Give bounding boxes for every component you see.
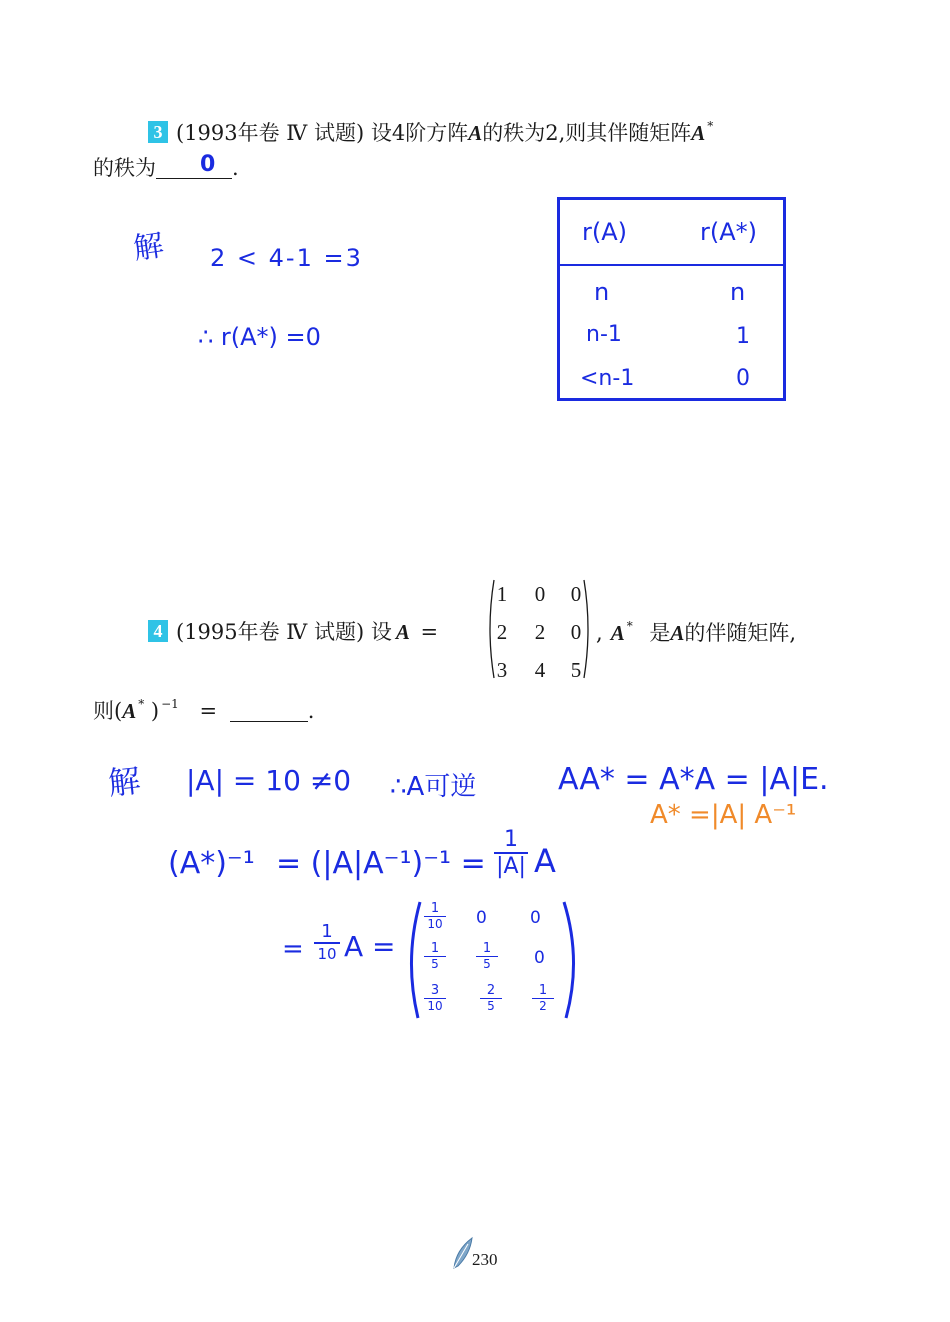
rank-table-cell: <n-1: [580, 366, 635, 391]
solution-4-determinant: |A| = 10 ≠0: [186, 764, 352, 797]
solution-4-line-3-eq: =: [282, 934, 304, 964]
result-cell: 0: [476, 908, 487, 928]
rank-table: [557, 197, 786, 401]
rank-table-header-rAstar: r(A*): [700, 218, 758, 246]
solution-4-jie: 解: [106, 761, 143, 803]
matrix-A: [484, 576, 594, 682]
rank-table-header-rA: r(A): [582, 218, 628, 246]
rank-table-cell: n: [594, 278, 610, 306]
solution-3-inequality: 2 < 4-1 =3: [210, 244, 363, 272]
matrix-A-cell: 0: [570, 582, 582, 606]
problem-3-line-2: 的秩为 0 .: [93, 152, 239, 180]
rank-table-cell: 0: [736, 366, 750, 391]
solution-4-line-3-A: A =: [344, 930, 396, 963]
problem-3-line-1: 3 (1993年卷 Ⅳ 试题) 设4阶方阵A的秩为2,则其伴随矩阵A *: [148, 120, 713, 144]
problem-3-badge: 3: [148, 121, 168, 143]
page-number: 230: [472, 1250, 498, 1269]
handwritten-answer: 0: [200, 152, 216, 177]
page-footer: [450, 1236, 510, 1272]
problem-4-line-1-left: 4 (1995年卷 Ⅳ 试题) 设 A =: [148, 620, 438, 643]
matrix-A-cell: 3: [496, 658, 508, 682]
solution-4-line-2-eq: = (|A|A⁻¹)⁻¹ =: [276, 846, 486, 881]
answer-blank: [230, 701, 308, 722]
matrix-A-cell: 0: [534, 582, 546, 606]
matrix-A-cell: 4: [534, 658, 546, 682]
rank-table-cell: n-1: [586, 322, 622, 347]
solution-4-orange-note: A* =|A| A⁻¹: [650, 800, 797, 830]
matrix-A-cell: 5: [570, 658, 582, 682]
solution-4-frac-1-over-10: 1 10: [314, 922, 340, 964]
result-cell: 0: [530, 908, 541, 928]
matrix-A-cell: 1: [496, 582, 508, 606]
solution-3-jie: 解: [131, 228, 166, 267]
result-cell: 1 2: [532, 984, 554, 1013]
result-cell: 1 5: [476, 942, 498, 971]
result-cell: 0: [534, 948, 545, 968]
solution-4-invertible: ∴A可逆: [390, 772, 477, 802]
rank-table-cell: 1: [736, 324, 750, 349]
result-cell: 1 10: [424, 902, 446, 931]
problem-4-line-2: 则(A * ) $^{-1}$ = .: [93, 697, 315, 723]
matrix-A-cell: 0: [570, 620, 582, 644]
problem-4-badge: 4: [148, 620, 168, 642]
rank-table-divider: [560, 264, 783, 266]
solution-4-line-2-left: (A*)⁻¹: [168, 846, 255, 881]
result-cell: 2 5: [480, 984, 502, 1013]
solution-4-frac-1-over-absA: 1 |A|: [494, 828, 528, 880]
problem-4-line-1-right: , A * 是A的伴随矩阵,: [596, 619, 797, 645]
result-cell: 3 10: [424, 984, 446, 1013]
solution-4-identity: AA* = A*A = |A|E.: [558, 762, 829, 797]
solution-3-conclusion: ∴ r(A*) =0: [198, 323, 321, 351]
matrix-A-cell: 2: [496, 620, 508, 644]
result-cell: 1 5: [424, 942, 446, 971]
solution-4-line-2-A: A: [534, 842, 556, 880]
matrix-A-cell: 2: [534, 620, 546, 644]
result-matrix: [404, 898, 582, 1022]
rank-table-cell: n: [730, 278, 746, 306]
